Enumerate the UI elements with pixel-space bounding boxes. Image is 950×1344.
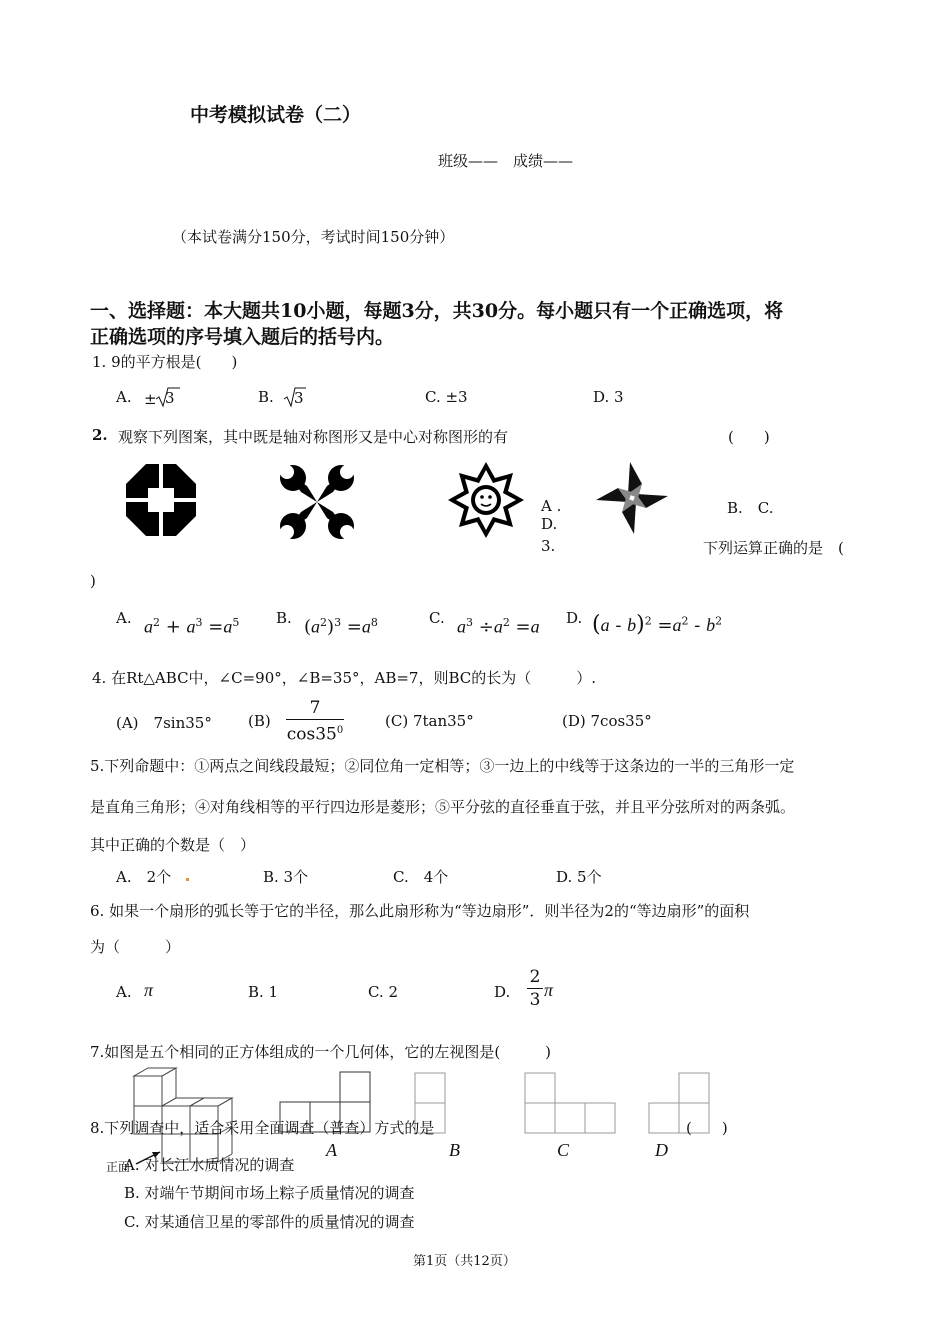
q8-option-c: C. 对某通信卫星的零部件的质量情况的调查 [124,1213,415,1231]
q1-option-d: D. 3 [593,388,624,406]
q1-option-a-radicand: 3 [165,389,175,407]
q5-option-d: D. 5个 [556,868,602,886]
q6-option-c: C. 2 [368,983,399,1001]
q3-option-a-label: A. [116,609,132,627]
q6-d-denominator: 3 [529,990,541,1010]
q2-number: 2. [92,426,108,444]
q3-option-b-label: B. [276,609,292,627]
q1-option-a-sign: ± [144,390,157,408]
q1-option-a-label: A. [116,388,132,406]
q8-option-a: A. 对长江水质情况的调查 [124,1156,295,1174]
q6-line1: 6. 如果一个扇形的弧长等于它的半径，那么此扇形称为“等边扇形”．则半径为2的“等边扇形”的面积 [90,902,750,920]
front-view-label: 正面 [106,1160,131,1174]
q5-option-a: A. 2个 [116,868,172,886]
q4-stem: 4. 在Rt△ABC中，∠C=90°，∠B=35°，AB=7，则BC的长为（ ）. [92,669,597,687]
q2-option-d: D. [541,515,558,533]
four-petal-icon [278,464,356,540]
q2-option-bc: B. C. [727,499,774,517]
q4-option-d: (D) 7cos35° [562,712,652,730]
q7-option-b-label: B [449,1140,460,1160]
q8-answer-paren: ( ) [686,1119,728,1137]
q1-option-c: C. ±3 [425,388,468,406]
q5-line2: 是直角三角形；④对角线相等的平行四边形是菱形；⑤平分弦的直径垂直于弦，并且平分弦所对的两条弧。 [90,798,796,816]
q8-option-b: B. 对端午节期间市场上粽子质量情况的调查 [124,1184,415,1202]
class-score-line: 班级—— 成绩—— [438,152,574,170]
q4-b-numerator: 7 [309,698,321,718]
q3-option-a-formula: $a^2 + a^3 =a^5$ [144,616,240,638]
q2-answer-paren: ( ) [728,428,770,446]
q4-b-denominator: cos35 [286,724,337,745]
q4-option-c: (C) 7tan35° [385,712,474,730]
q6-option-d-pi: π [544,980,554,1000]
q3-option-b-formula: $(a^2)^3 =a^8$ [304,616,378,638]
q7-option-a-label: A [326,1140,337,1160]
q6-option-d-fraction [527,967,543,1010]
q3-option-d-formula: $(a - b)^2 =a^2 - b^2$ [592,612,723,637]
q3-number: 3. [541,537,556,555]
q4-b-degree: 0 [336,725,344,736]
sun-star-icon [446,460,526,540]
section-heading-line1: 一、选择题：本大题共10小题，每题3分，共30分。每小题只有一个正确选项，将 [90,300,784,322]
q6-line2: 为（ ） [90,938,181,956]
q7-option-d-label: D [655,1140,668,1160]
q3-option-d-label: D. [566,609,583,627]
pinwheel-icon [594,462,670,534]
q4-option-a: (A) 7sin35° [116,714,212,732]
q7-stem: 7.如图是五个相同的正方体组成的一个几何体，它的左视图是( ) [90,1043,552,1061]
q5-option-c: C. 4个 [393,868,449,886]
q8-stem: 8.下列调查中，适合采用全面调查（普查）方式的是 [90,1119,435,1137]
section-heading-line2: 正确选项的序号填入题后的括号内。 [90,326,395,348]
q3-stem: 下列运算正确的是 ( [703,539,844,557]
q1-option-b-label: B. [258,388,274,406]
q3-option-c-label: C. [429,609,445,627]
q3-option-c-formula: $a^3 \div a^2 =a$ [457,616,540,638]
q2-stem: 观察下列图案，其中既是轴对称图形又是中心对称图形的有 [118,428,509,446]
q4-option-b-label: (B) [248,712,271,730]
q6-option-a-value: π [144,980,154,1000]
page-title: 中考模拟试卷（二） [190,104,362,126]
page-number: 第1页（共12页） [413,1254,516,1269]
octagon-square-icon [126,464,196,536]
q1-option-b-radicand: 3 [294,389,304,407]
q6-d-numerator: 2 [529,967,541,987]
q6-option-a-label: A. [116,983,132,1001]
q1-stem: 1. 9的平方根是( ) [92,353,238,371]
q4-option-b-fraction [286,698,344,745]
q5-line1: 5.下列命题中：①两点之间线段最短；②同位角一定相等；③一边上的中线等于这条边的一半的三角形一定 [90,757,795,775]
q3-close-paren: ) [90,572,96,590]
q6-option-d-label: D. [494,983,511,1001]
orange-dot-mark [186,878,189,881]
q7-option-c-view [524,1072,616,1134]
exam-note: （本试卷满分150分，考试时间150分钟） [172,228,455,246]
q7-option-c-label: C [557,1140,570,1160]
q6-option-b: B. 1 [248,983,279,1001]
q5-line3: 其中正确的个数是（ ） [90,836,256,854]
q2-option-a: A . [541,497,562,515]
q5-option-b: B. 3个 [263,868,309,886]
